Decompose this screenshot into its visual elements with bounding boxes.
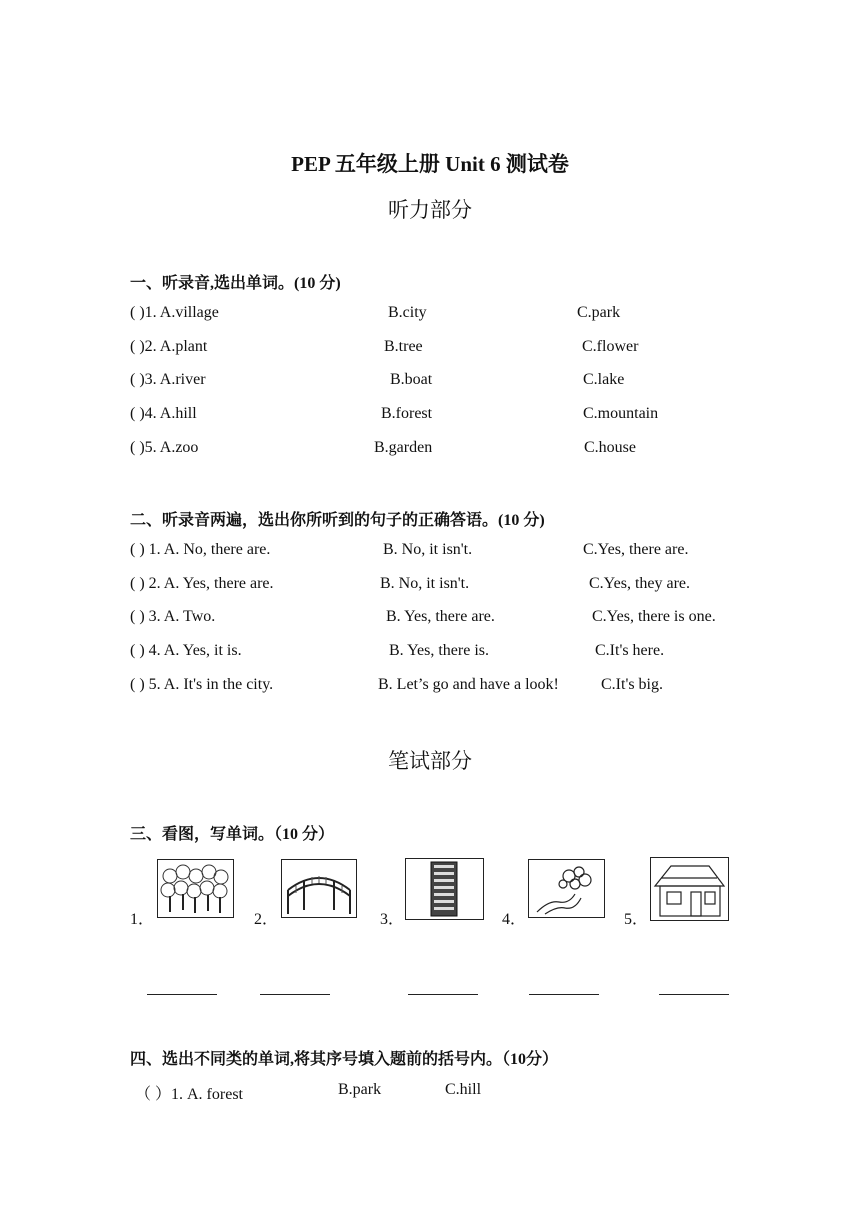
written-section-title: 笔试部分 bbox=[388, 749, 472, 773]
building-icon bbox=[406, 859, 483, 919]
answer-blank[interactable] bbox=[147, 994, 217, 995]
picture-number: 3． bbox=[380, 911, 405, 928]
list-item: ( )2. A.plant B.tree C.flower bbox=[130, 338, 639, 355]
river-picture bbox=[528, 859, 605, 918]
list-item: ( ) 1. A. No, there are. B. No, it isn't. C.Yes, there are. bbox=[130, 541, 689, 558]
answer-blank[interactable] bbox=[659, 994, 729, 995]
bridge-picture bbox=[281, 859, 357, 918]
answer-blank[interactable] bbox=[529, 994, 599, 995]
list-item: （ ）1. A. forest B.park C.hill bbox=[135, 1081, 482, 1103]
page-title: PEP 五年级上册 Unit 6 测试卷 bbox=[291, 152, 569, 176]
picture-number: 1． bbox=[130, 911, 155, 928]
forest-picture bbox=[157, 859, 234, 918]
part4-heading: 四、选出不同类的单词,将其序号填入题前的括号内。（10分） bbox=[130, 1051, 559, 1068]
bridge-icon bbox=[282, 860, 356, 917]
river-icon bbox=[529, 860, 604, 917]
house-picture bbox=[650, 857, 729, 921]
list-item: ( ) 2. A. Yes, there are. B. No, it isn't. C.Yes, they are. bbox=[130, 575, 691, 592]
list-item: ( )4. A.hill B.forest C.mountain bbox=[130, 405, 659, 422]
answer-blank[interactable] bbox=[408, 994, 478, 995]
list-item: ( )3. A.river B.boat C.lake bbox=[130, 371, 625, 388]
part1-heading: 一、听录音,选出单词。(10 分) bbox=[130, 275, 341, 292]
building-picture bbox=[405, 858, 484, 920]
listening-section-title: 听力部分 bbox=[388, 198, 472, 222]
picture-number: 2． bbox=[254, 911, 279, 928]
answer-blank[interactable] bbox=[260, 994, 330, 995]
part2-heading: 二、听录音两遍，选出你所听到的句子的正确答语。(10 分) bbox=[130, 512, 545, 529]
forest-icon bbox=[158, 860, 233, 917]
picture-number: 5． bbox=[624, 911, 649, 928]
part3-heading: 三、看图，写单词。（10 分） bbox=[130, 826, 335, 843]
house-icon bbox=[651, 858, 728, 920]
picture-number: 4． bbox=[502, 911, 527, 928]
list-item: ( ) 3. A. Two. B. Yes, there are. C.Yes, there is one. bbox=[130, 608, 716, 625]
list-item: ( )5. A.zoo B.garden C.house bbox=[130, 439, 636, 456]
list-item: ( ) 4. A. Yes, it is. B. Yes, there is. C.It's here. bbox=[130, 642, 665, 659]
list-item: ( ) 5. A. It's in the city. B. Let’s go and have a look! C.It's big. bbox=[130, 676, 663, 693]
list-item: ( )1. A.village B.city C.park bbox=[130, 304, 621, 321]
